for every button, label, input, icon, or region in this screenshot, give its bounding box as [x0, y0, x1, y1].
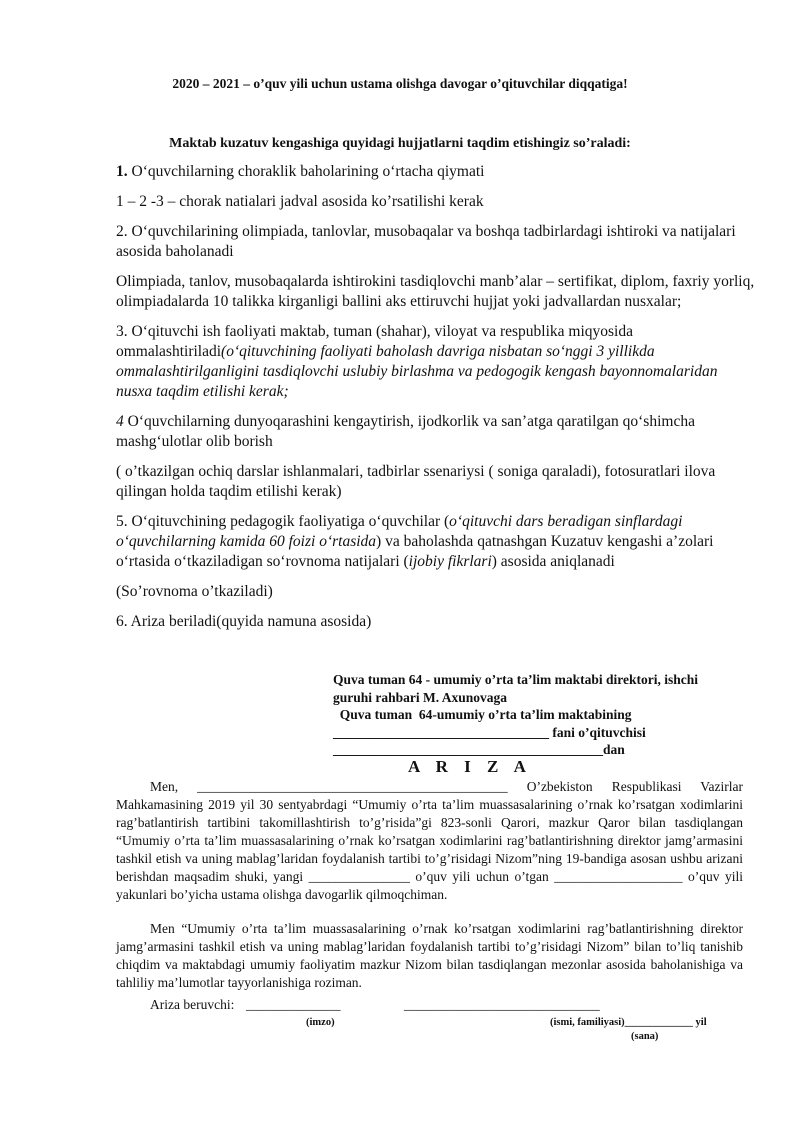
addressee-line-4: [333, 724, 753, 742]
item-5-italic-1: o‘qituvchi dars beradigan sinflardagi o‘quvchilarning kamida 60 foizi o‘rtasida: [116, 513, 683, 550]
item-5-b: ) va baholashda qatnashgan Kuzatuv kengashi a’zolari o‘rtasida o‘tkaziladigan so‘rovnoma natijalari (: [116, 533, 714, 570]
document-subtitle: Maktab kuzatuv kengashiga quyidagi hujjatlarni taqdim etishingiz so’raladi:: [169, 136, 631, 151]
applicant-label: Ariza beruvchi:: [150, 997, 235, 1012]
addressee-line-3: Quva tuman 64-umumiy o’rta ta’lim maktabining: [333, 707, 632, 722]
item-5-a: 5. O‘qituvchining pedagogik faoliyatiga o‘quvchilar (: [116, 513, 450, 530]
addressee-line-2: guruhi rahbari M. Axunovaga: [333, 689, 508, 705]
name-caption-text: (ismi, familiyasi): [550, 1017, 625, 1028]
item-2: 2. O‘quvchilarining olimpiada, tanlovlar, musobaqalar va boshqa tadbirlardagi ishtiroki va natijalari asosida baholanadi: [116, 223, 736, 260]
item-1-note: 1 – 2 -3 – chorak natialari jadval asosida ko’rsatilishi kerak: [116, 193, 484, 210]
item-5-c: ) asosida aniqlanadi: [491, 553, 615, 570]
subject-suffix: fani o’qituvchisi: [549, 724, 646, 740]
item-3: [116, 322, 756, 402]
application-heading: A R I Z A: [408, 757, 532, 776]
addressee-line-1: Quva tuman 64 - umumiy o’rta ta’lim maktabi direktori, ishchi: [333, 672, 699, 687]
item-6: 6. Ariza beriladi(quyida namuna asosida): [116, 613, 372, 630]
year-suffix: yil: [692, 1017, 707, 1028]
addressee-block: [333, 671, 753, 759]
subject-blank: ________________________________: [333, 724, 549, 740]
sender-blank: ________________________________________: [333, 742, 603, 757]
item-4: [116, 412, 756, 452]
item-2-note: Olimpiada, tanlov, musobaqalarda ishtirokini tasdiqlovchi manb’alar – sertifikat, diplom, faxriy yorliq, olimpiadalarda 10 talikka kirganligi ballini aks ettiruvchi hujjat yoki jadvallardan nusxalar;: [116, 273, 755, 310]
item-3-italic: (o‘qituvchining faoliyati baholash davriga nisbatan so‘nggi 3 yillikda ommalashtirilganligini tasdiqlovchi uslubiy birlashma va pedogogik kengash bayonnomalaridan nusxa taqdim etilishi kerak;: [116, 343, 718, 400]
sender-suffix: dan: [603, 742, 625, 757]
requirements-list: [116, 162, 756, 642]
application-paragraph-1: Men, ______________________________________________ O’zbekiston Respublikasi Vazirlar Mahkamasining 2019 yil 30 sentyabrdagi “Umumiy o’rta ta’lim muassasalarining o’rnak ko’rsatgan xodimlarini rag’batlantirish tartibini takomillashtirish to’g’risida”gi 823-sonli Qarori, mazkur Qaror bilan tasdiqlangan “Umumiy o’rta ta’lim muassasalarining o’rnak ko’rsatgan xodimlarini rag’batlantirishning direktor jamg’armasini tashkil etish va uning mablag’laridan foydalanish tartibi to’g’risidagi Nizom”ning 19-bandiga asosan ushbu arizani berishdan maqsadim shuki, yangi _______________ o’quv yili uchun o’tgan ___________________ o’quv yili yakunlari bo’yicha ustama olishga davogarlik qilmoqchiman.: [116, 779, 743, 902]
name-blank: _____________________________: [404, 997, 600, 1012]
date-blank: _____________: [624, 1017, 693, 1028]
signature-blank: ______________: [246, 997, 341, 1012]
item-3-text: 3. O‘qituvchi ish faoliyati maktab, tuman (shahar), viloyat va respublika miqyosida ommalashtiriladi: [116, 323, 633, 360]
item-4-note: ( o’tkazilgan ochiq darslar ishlanmalari, tadbirlar ssenariysi ( soniga qaraladi), fotosuratlari ilova qilingan holda taqdim etilishi kerak): [116, 463, 716, 500]
item-1-text: O‘quvchilarning choraklik baholarining o‘rtacha qiymati: [127, 163, 485, 180]
signature-caption: (imzo): [306, 1017, 335, 1028]
item-1-number: 1.: [116, 163, 128, 180]
item-1: [116, 162, 756, 182]
item-4-text: O‘quvchilarning dunyoqarashini kengaytirish, ijodkorlik va san’atga qaratilgan qo‘shimcha mashg‘ulotlar olib borish: [116, 413, 695, 450]
date-caption: (sana): [631, 1031, 659, 1042]
item-5-italic-2: ijobiy fikrlari: [408, 553, 492, 570]
application-paragraph-2: Men “Umumiy o’rta ta’lim muassasalarining o’rnak ko’rsatgan xodimlarini rag’batlantirishning direktor jamg’armasini tashkil etish va uning mablag’laridan foydalanish tartibi to’g’risidagi Nizom” bilan to’liq tanishib chiqdim va maktabdagi umumiy faoliyatim mazkur Nizom bilan tasdiqlangan mezonlar asosida baholanishiga va tahliliy ma’lumotlar tayyorlanishiga roziman.: [116, 921, 743, 990]
addressee-line-5: [333, 741, 753, 759]
document-title: 2020 – 2021 – o’quv yili uchun ustama olishga davogar o’qituvchilar diqqatiga!: [172, 76, 628, 91]
name-caption: [550, 1017, 707, 1028]
item-5-note: (So’rovnoma o’tkaziladi): [116, 583, 273, 600]
item-5: [116, 512, 756, 572]
item-4-number: 4: [116, 413, 124, 430]
application-body: [116, 778, 743, 992]
